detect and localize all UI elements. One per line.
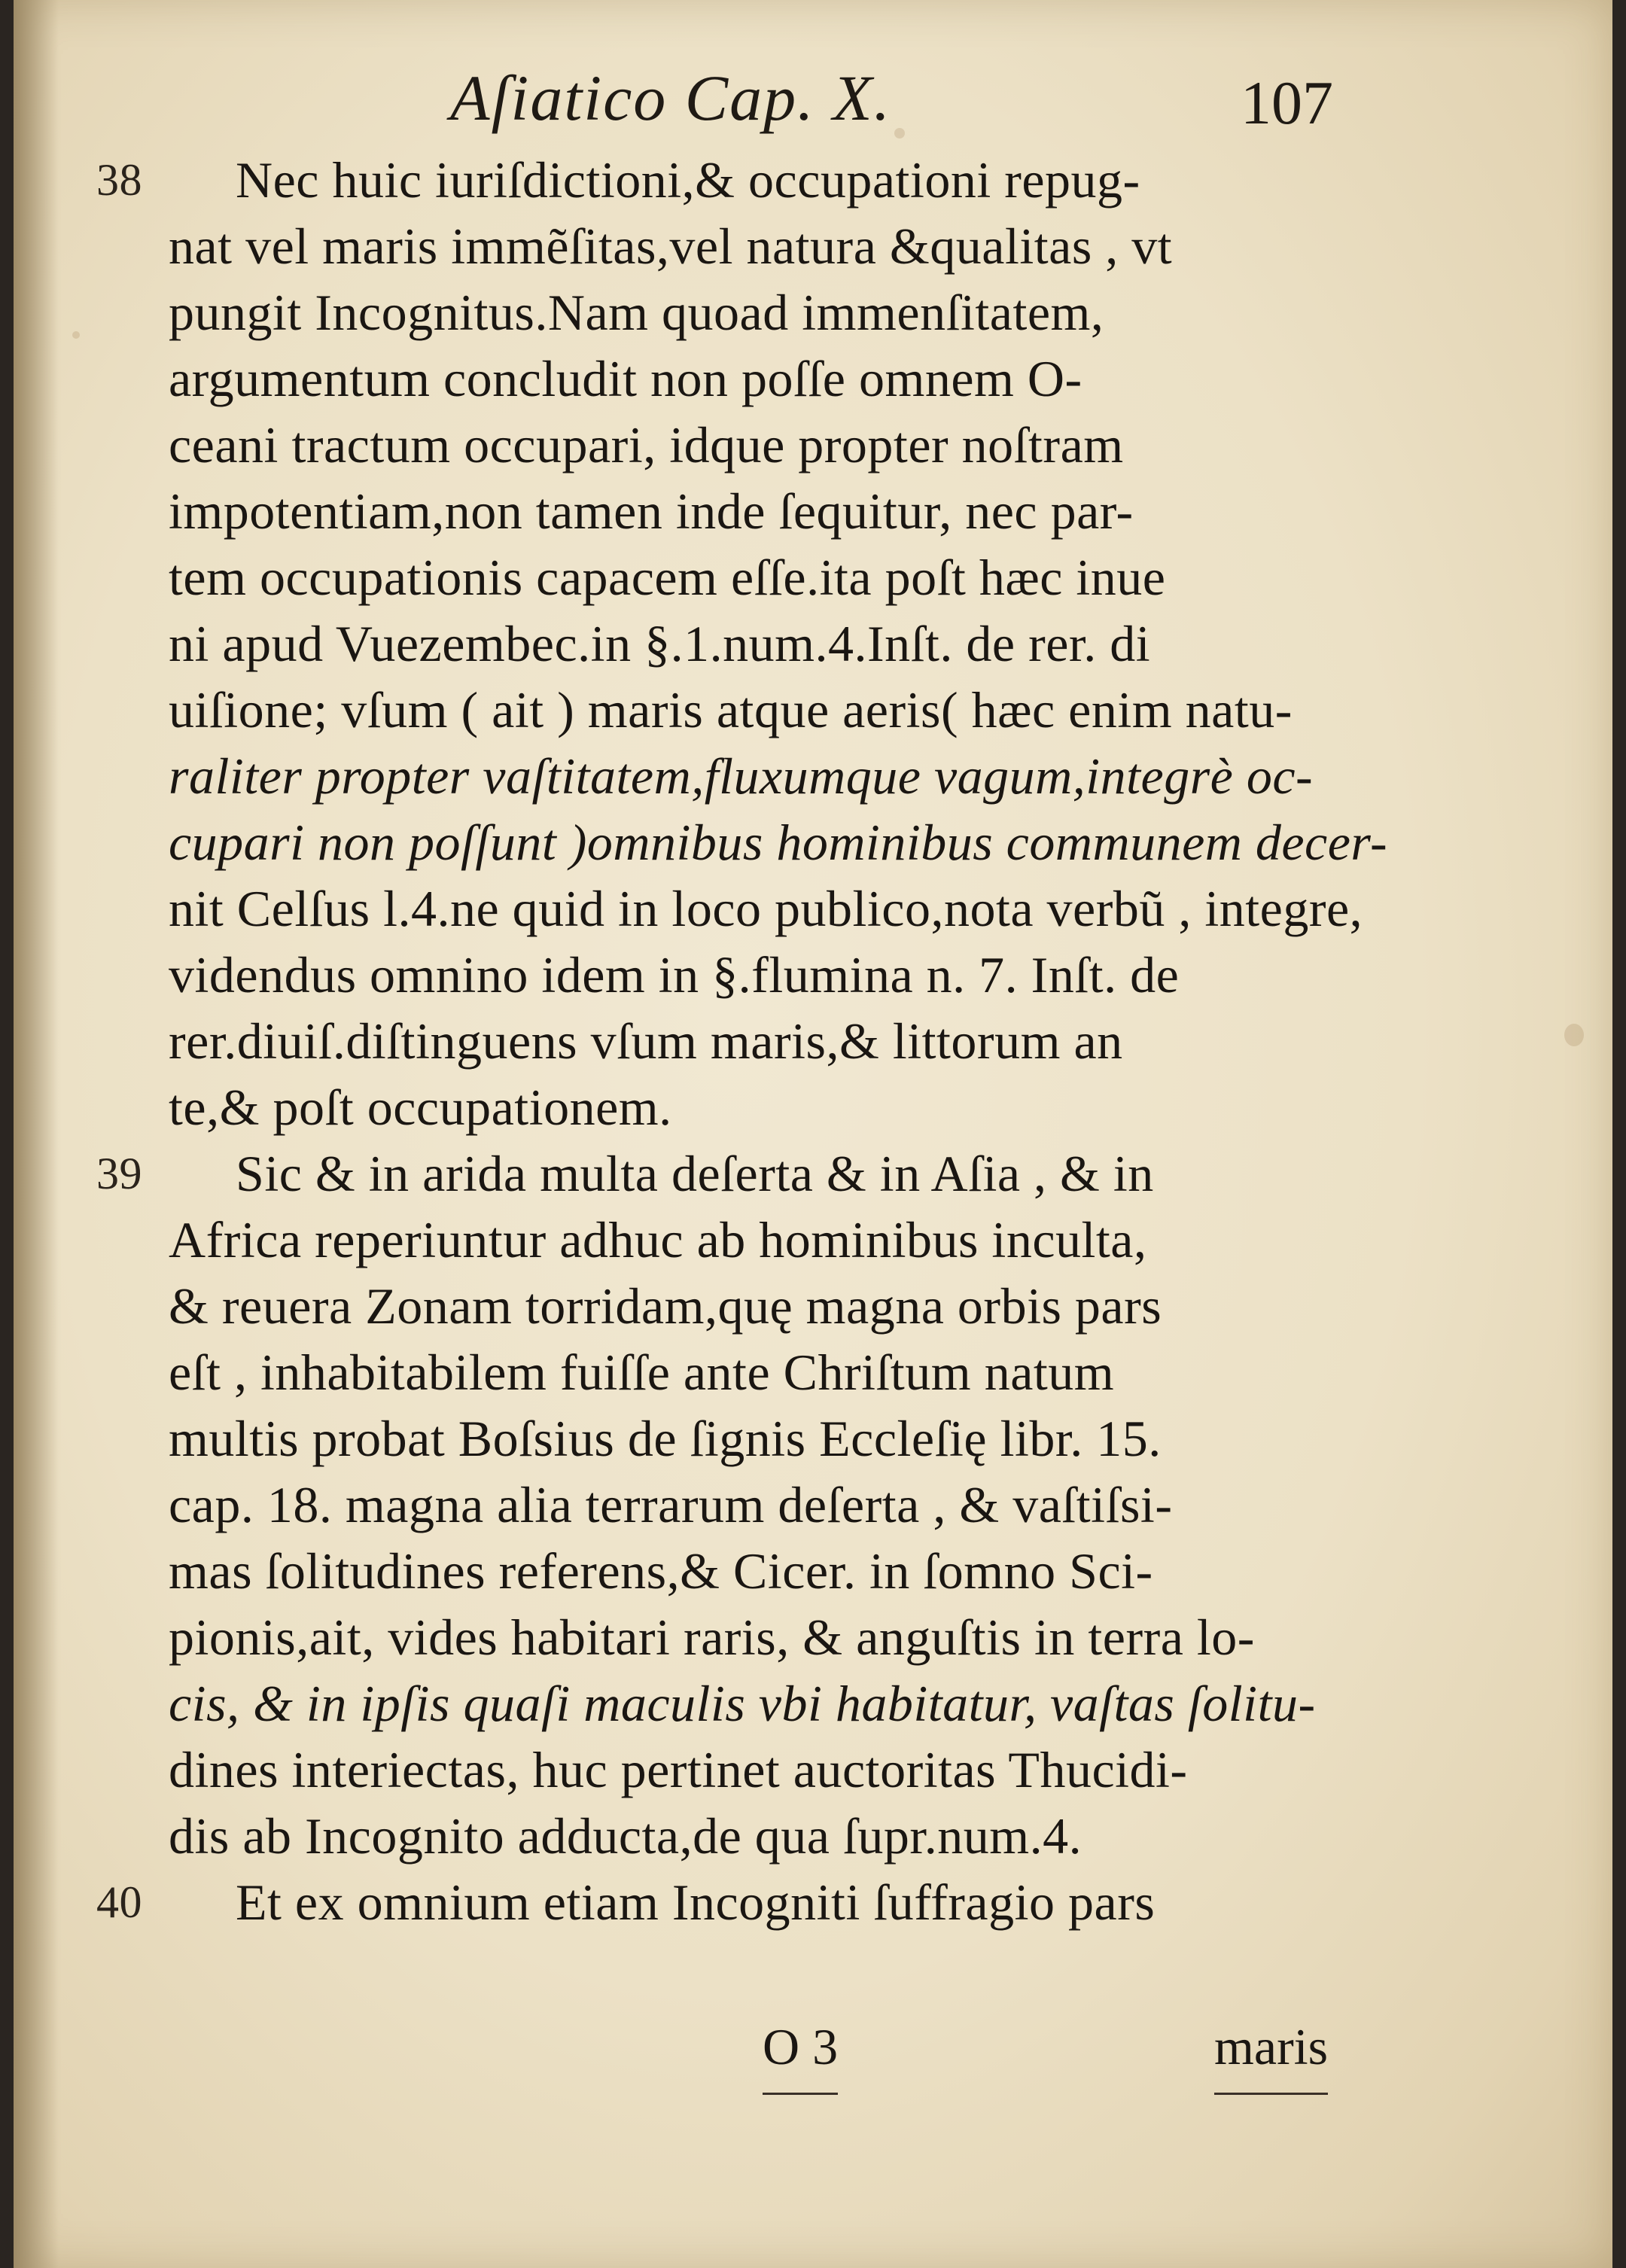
text-line [96, 743, 1361, 809]
line-text: uiſione; vſum ( ait ) maris atque aeris( hæc enim natu- [169, 681, 1293, 738]
text-line [96, 1472, 1361, 1538]
line-text: pionis,ait, vides habitari raris, & anguſtis in terra lo- [169, 1609, 1255, 1666]
text-line [96, 279, 1361, 346]
text-line [96, 809, 1388, 875]
line-text: Africa reperiuntur adhuc ab hominibus inculta, [169, 1211, 1147, 1268]
text-line [96, 147, 1361, 213]
line-text: eſt , inhabitabilem fuiſſe ante Chriſtum natum [169, 1344, 1115, 1401]
line-text: tem occupationis capacem eſſe.ita poſt hæc inue [169, 549, 1166, 606]
page-header [450, 53, 1429, 135]
text-line [96, 875, 1361, 942]
line-text: Et ex omnium etiam Incogniti ſuffragio pars [236, 1874, 1156, 1931]
text-line [96, 1140, 1361, 1207]
text-line [96, 610, 1361, 677]
line-text: cupari non poſſunt )omnibus hominibus communem decer- [169, 814, 1388, 871]
text-line [96, 1538, 1361, 1604]
line-text: nit Celſus l.4.ne quid in loco publico,nota verbũ , integre, [169, 880, 1363, 937]
paragraph-number: 40 [96, 1877, 142, 1927]
text-line [96, 1339, 1361, 1405]
line-text: nat vel maris immẽſitas,vel natura &qualitas , vt [169, 218, 1173, 275]
line-text: Nec huic iuriſdictioni,& occupationi repug- [236, 151, 1140, 209]
line-text: Sic & in arida multa deſerta & in Aſia , & in [236, 1145, 1154, 1202]
text-line [96, 1273, 1361, 1339]
line-text: raliter propter vaſtitatem,fluxumque vagum,integrè oc- [169, 747, 1314, 805]
line-text: argumentum concludit non poſſe omnem O- [169, 350, 1082, 407]
page-gutter-shadow [14, 0, 59, 2268]
ink-blot [1564, 1024, 1584, 1046]
line-text: videndus omnino idem in §.flumina n. 7. Inſt. de [169, 946, 1180, 1003]
line-text: impotentiam,non tamen inde ſequitur, nec par- [169, 483, 1134, 540]
text-line [96, 1074, 1361, 1140]
line-text: multis probat Boſsius de ſignis Eccleſię libr. 15. [169, 1410, 1162, 1467]
text-line [96, 213, 1361, 279]
line-text: cap. 18. magna alia terrarum deſerta , & vaſtiſsi- [169, 1476, 1173, 1533]
text-line [96, 1803, 1361, 1869]
line-text: rer.diuiſ.diſtinguens vſum maris,& littorum an [169, 1012, 1123, 1070]
text-line [96, 1207, 1361, 1273]
text-line [96, 412, 1361, 478]
line-text: mas ſolitudines referens,& Cicer. in ſomno Sci- [169, 1542, 1153, 1600]
page-number: 107 [1241, 68, 1333, 137]
line-text: cis, & in ipſis quaſi maculis vbi habitatur, vaſtas ſolitu- [169, 1675, 1316, 1732]
line-text: ceani tractum occupari, idque propter noſtram [169, 416, 1124, 473]
text-line [96, 942, 1361, 1008]
line-text: pungit Incognitus.Nam quoad immenſitatem, [169, 284, 1104, 341]
line-text: dis ab Incognito adducta,de qua ſupr.num.4. [169, 1807, 1082, 1865]
text-line [96, 1670, 1361, 1737]
text-line [96, 1869, 1361, 1935]
line-text: ni apud Vuezembec.in §.1.num.4.Inſt. de rer. di [169, 615, 1151, 672]
running-head: Aſiatico Cap. X. [450, 62, 892, 134]
line-text: dines interiectas, huc pertinet auctoritas Thucidi- [169, 1741, 1188, 1798]
line-text: & reuera Zonam torridam,quę magna orbis pars [169, 1277, 1162, 1335]
line-text: te,& poſt occupationem. [169, 1079, 672, 1136]
paragraph-number: 39 [96, 1149, 142, 1198]
text-line [96, 1008, 1361, 1074]
catchword: maris [1214, 2017, 1328, 2095]
book-page [14, 0, 1612, 2268]
paragraph-number: 38 [96, 155, 142, 205]
text-line [96, 478, 1361, 544]
text-line [96, 1737, 1361, 1803]
text-line [96, 1405, 1361, 1472]
signature-mark: O 3 [763, 2017, 838, 2095]
body-text [96, 147, 1388, 1935]
text-line [96, 346, 1361, 412]
text-line [96, 677, 1361, 743]
text-line [96, 544, 1361, 610]
text-line [96, 1604, 1361, 1670]
ink-speck [72, 331, 80, 339]
